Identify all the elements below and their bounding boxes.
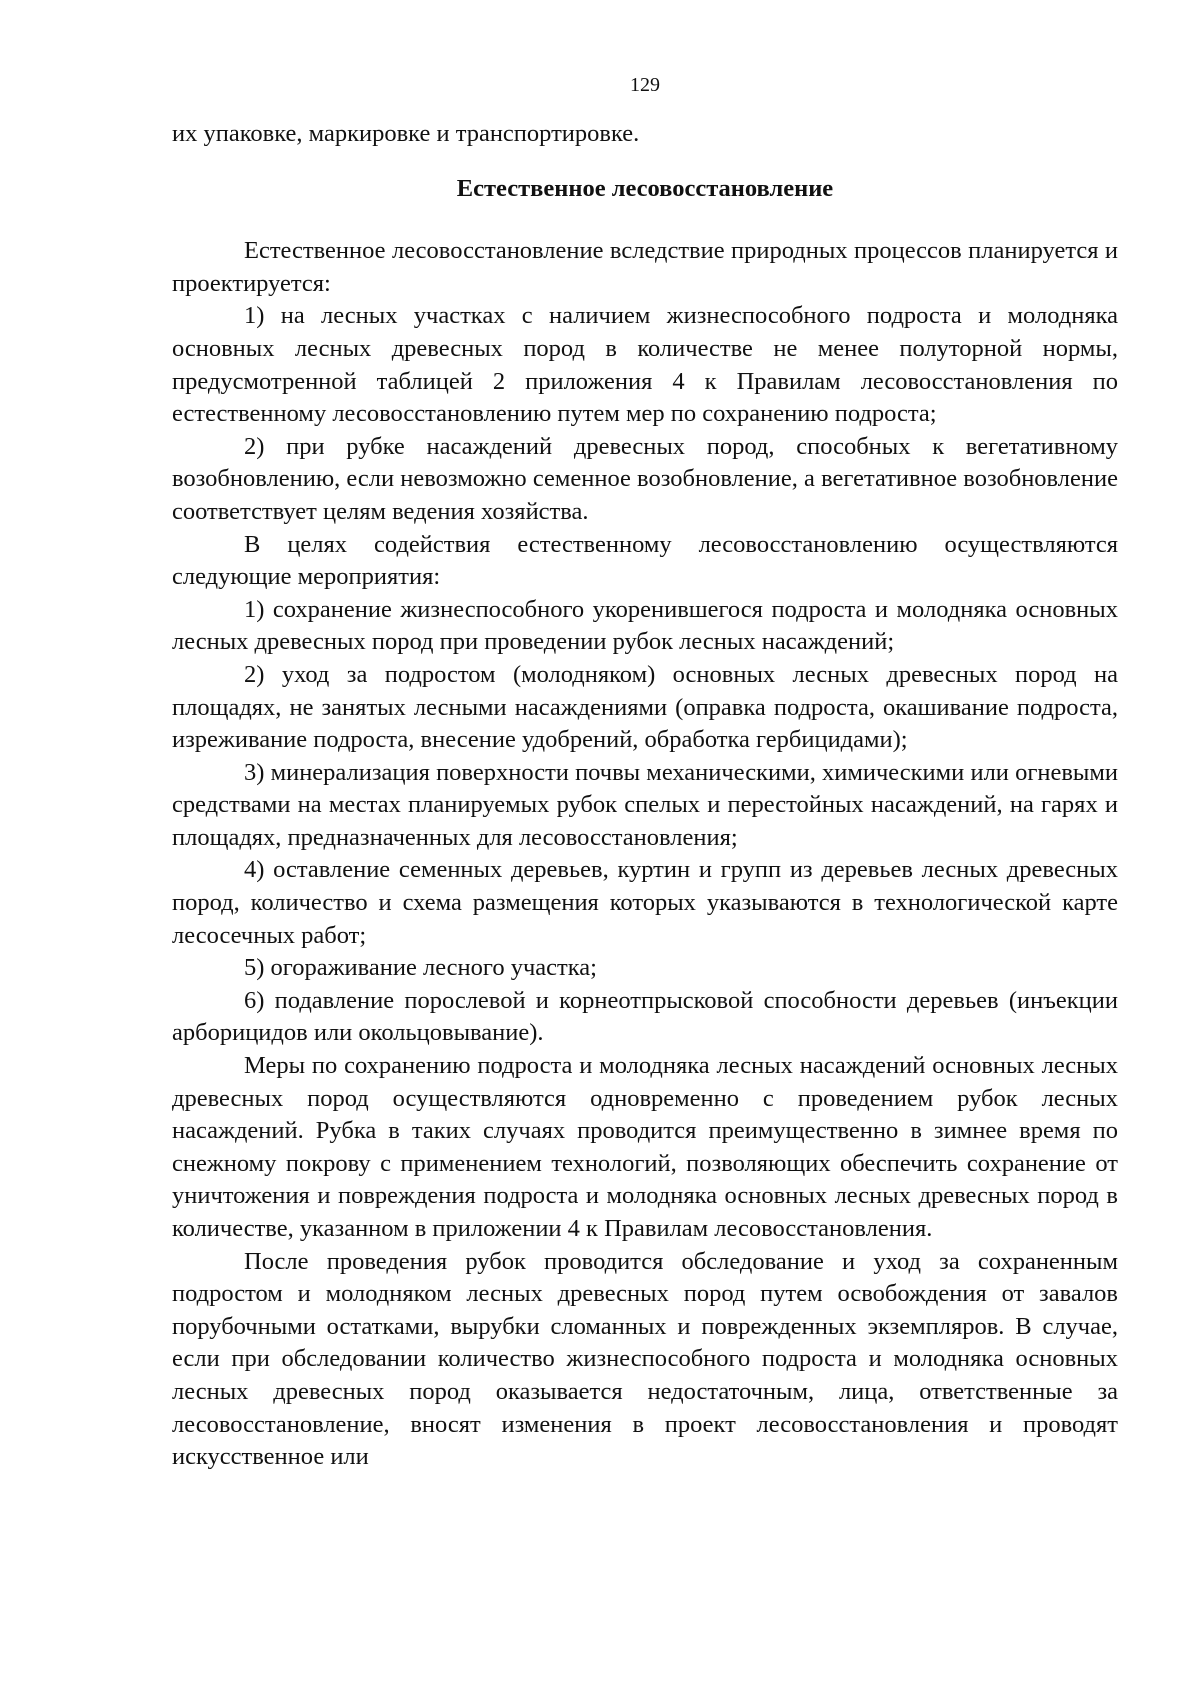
paragraph: Меры по сохранению подроста и молодняка лесных насаждений основных лесных древесных пород осуществляются одновременно с проведением рубок лесных насаждений. Рубка в таких случаях проводится преимущественно в зимнее время по снежному покрову с применением технологий, позволяющих обеспечить сохранение от уничтожения и повреждения подроста и молодняка основных лесных древесных пород в количестве, указанном в приложении 4 к Правилам лесовосстановления. — [172, 1052, 1118, 1242]
list-item: 3) минерализация поверхности почвы механическими, химическими или огневыми средствами на местах планируемых рубок спелых и перестойных насаждений, на гарях и площадях, предназначенных для лесовосстановления; — [172, 758, 1118, 851]
paragraph: После проведения рубок проводится обследование и уход за сохраненным подростом и молодняком лесных древесных пород путем освобождения от завалов порубочными остатками, вырубки сломанных и поврежденных экземпляров. В случае, если при обследовании количество жизнеспособного подроста и молодняка основных лесных древесных пород оказывается недостаточным, лица, ответственные за лесовосстановление, вносят изменения в проект лесовосстановления и проводят искусственное или — [172, 1247, 1118, 1471]
list-item: 1) на лесных участках с наличием жизнеспособного подроста и молодняка основных лесных древесных пород в количестве не менее полуторной нормы, предусмотренной таблицей 2 приложения 4 к Правилам лесовосстановления по естественному лесовосстановлению путем мер по сохранению подроста; — [172, 302, 1118, 428]
section-heading: Естественное лесовосстановление — [456, 174, 834, 202]
document-page — [172, 72, 1118, 1474]
list-item: 5) огораживание лесного участка; — [244, 954, 597, 982]
list-item: 2) уход за подростом (молодняком) основных лесных древесных пород на площадях, не занятых лесными насаждениями (оправка подроста, окашивание подроста, изреживание подроста, внесение удобрений, обработка гербицидами); — [172, 660, 1118, 754]
list-item: 1) сохранение жизнеспособного укоренившегося подроста и молодняка основных лесных древесных пород при проведении рубок лесных насаждений; — [172, 595, 1118, 656]
page-number: 129 — [630, 74, 660, 96]
paragraph: В целях содействия естественному лесовосстановлению осуществляются следующие мероприятия: — [172, 530, 1118, 591]
paragraph: Естественное лесовосстановление вследствие природных процессов планируется и проектируется: — [172, 237, 1118, 297]
list-item: 2) при рубке насаждений древесных пород, способных к вегетативному возобновлению, если невозможно семенное возобновление, а вегетативное возобновление соответствует целям ведения хозяйства. — [172, 432, 1118, 525]
continuation-line: их упаковке, маркировке и транспортировке. — [172, 120, 640, 147]
list-item: 6) подавление порослевой и корнеотпрысковой способности деревьев (инъекции арборицидов или окольцовывание). — [172, 986, 1118, 1047]
list-item: 4) оставление семенных деревьев, куртин и групп из деревьев лесных древесных пород, количество и схема размещения которых указываются в технологической карте лесосечных работ; — [172, 856, 1118, 949]
